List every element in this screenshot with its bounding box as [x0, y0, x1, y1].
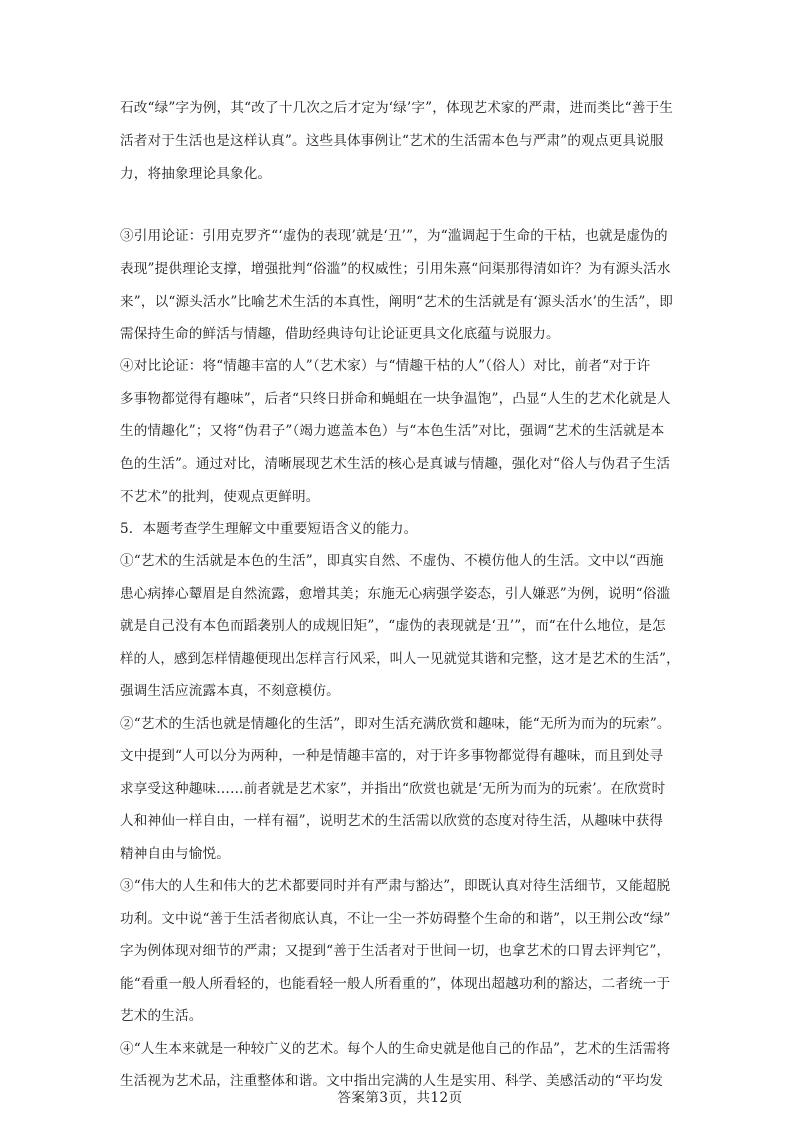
text-line: ③“伟大的人生和伟大的艺术都要同时并有严肃与豁达”，即既认真对待生活细节，又能超脱 — [120, 878, 671, 894]
text-line: ④对比论证：将“情趣丰富的人”（艺术家）与“情趣干枯的人”（俗人）对比，前者“对于许 — [120, 358, 651, 374]
text-line: 求享受这种趣味……前者就是艺术家”，并指出“欣赏也就是‘无所为而为的玩索’。在欣赏时 — [120, 781, 666, 797]
text-line: 不艺术”的批判，使观点更鲜明。 — [120, 489, 320, 505]
text-line: 活者对于生活也是这样认真”。这些具体事例让“艺术的生活需本色与严肃”的观点更具说服 — [120, 133, 664, 149]
text-line: 多事物都觉得有趣味”，后者“只终日拼命和蝇蛆在一块争温饱”，凸显“人生的艺术化就是人 — [120, 391, 671, 407]
text-line: ③引用论证：引用克罗齐“‘虚伪的表现’就是‘丑’”，为“滥调起于生命的干枯，也就是虚伪的 — [120, 228, 668, 244]
text-line: 就是自己没有本色而蹈袭别人的成规旧矩”，“虚伪的表现就是‘丑’”，而“在什么地位，是怎 — [120, 618, 666, 634]
text-line: 色的生活”。通过对比，清晰展现艺术生活的核心是真诚与情趣，强化对“俗人与伪君子生活 — [120, 456, 671, 472]
text-line: 强调生活应流露本真，不刻意模仿。 — [120, 683, 340, 699]
text-line: 功利。文中说“善于生活者彻底认真，不让一尘一芥妨碍整个生命的和谐”，以王荆公改“绿” — [120, 911, 671, 927]
text-line: 5．本题考查学生理解文中重要短语含义的能力。 — [120, 521, 418, 537]
text-line: 患心病捧心颦眉是自然流露，愈增其美；东施无心病强学姿态，引人嫌恶”为例，说明“俗滥 — [120, 586, 671, 602]
text-line: 能“看重一般人所看轻的，也能看轻一般人所看重的”，体现出超越功利的豁达，二者统一于 — [120, 976, 671, 992]
text-line: 需保持生命的鲜活与情趣，借助经典诗句让论证更具文化底蕴与说服力。 — [120, 326, 560, 342]
text-line: ①“艺术的生活就是本色的生活”，即真实自然、不虚伪、不模仿他人的生活。文中以“西施 — [120, 553, 664, 569]
text-line: ②“艺术的生活也就是情趣化的生活”，即对生活充满欣赏和趣味，能“无所为而为的玩索”。 — [120, 716, 671, 732]
text-line: 文中提到“人可以分为两种，一种是情趣丰富的，对于许多事物都觉得有趣味，而且到处寻 — [120, 748, 664, 764]
text-line: ④“人生本来就是一种较广义的艺术。每个人的生命史就是他自己的作品”，艺术的生活需将 — [120, 1041, 671, 1057]
text-line: 石改“绿”字为例，其“改了十几次之后才定为‘绿’字”，体现艺术家的严肃，进而类比“善于生 — [120, 100, 673, 116]
page-footer: 答案第3页，共12页 — [337, 1090, 463, 1106]
text-line: 字为例体现对细节的严肃；又提到“善于生活者对于世间一切，也拿艺术的口胃去评判它”， — [120, 943, 671, 959]
text-line: 艺术的生活。 — [120, 1008, 203, 1024]
text-line: 表现”提供理论支撑，增强批判“俗滥”的权威性；引用朱熹“问渠那得清如许？为有源头活水 — [120, 261, 671, 277]
text-line: 精神自由与愉悦。 — [120, 846, 230, 862]
text-line: 生的情趣化”；又将“伪君子”（竭力遮盖本色）与“本色生活”对比，强调“艺术的生活就是本 — [120, 423, 665, 439]
text-line: 样的人，感到怎样情趣便现出怎样言行风采，叫人一见就觉其谐和完整，这才是艺术的生活”， — [120, 651, 680, 667]
text-line: 人和神仙一样自由，一样有福”，说明艺术的生活需以欣赏的态度对待生活，从趣味中获得 — [120, 813, 664, 829]
text-line: 生活视为艺术品，注重整体和谐。文中指出完满的人生是实用、科学、美感活动的“平均发 — [120, 1073, 664, 1089]
text-line: 来”，以“源头活水”比喻艺术生活的本真性，阐明“艺术的生活就是有‘源头活水’的生活”，即 — [120, 294, 673, 310]
text-line: 力，将抽象理论具象化。 — [120, 166, 272, 182]
